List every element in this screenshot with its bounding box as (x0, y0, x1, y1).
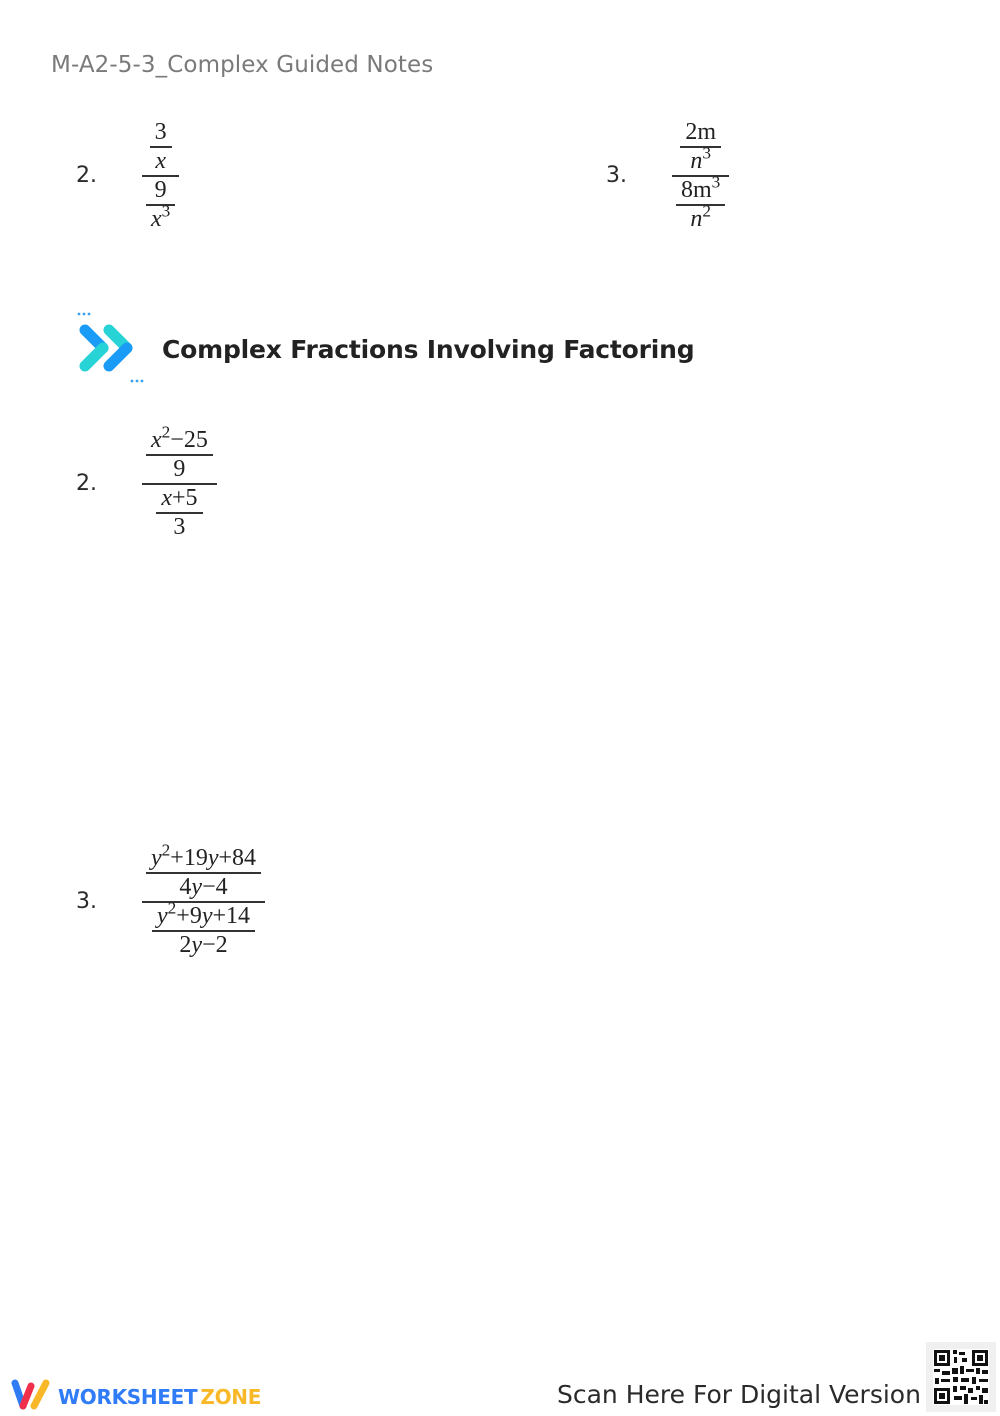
section-header (76, 308, 694, 390)
scan-text: Scan Here For Digital Version (557, 1380, 921, 1409)
section-title: Complex Fractions Involving Factoring (162, 334, 695, 364)
double-chevron-right-icon (76, 308, 148, 390)
factoring-problem-3 (76, 840, 265, 958)
problem-number: 2. (76, 163, 97, 189)
document-title: M-A2-5-3_Complex Guided Notes (51, 52, 434, 78)
numerator-fraction: $\frac{y^2+19y+84}{4y-4}$ (146, 846, 261, 900)
numerator-fraction: $\frac{x^2-25}{9}$ (146, 428, 213, 482)
complex-fraction (672, 120, 729, 232)
factoring-problem-2 (76, 422, 217, 540)
denominator-fraction: $\frac{8m^3}{n^2}$ (676, 178, 725, 232)
w-logo-icon (10, 1378, 52, 1416)
problem-3-top (606, 120, 729, 232)
worksheetzone-logo[interactable] (10, 1378, 261, 1416)
problem-number: 3. (606, 163, 627, 189)
denominator-fraction: $\frac{y^2+9y+14}{2y-2}$ (152, 904, 255, 958)
brand-zone: ZONE (200, 1385, 262, 1409)
numerator-fraction: $\frac{2m}{n^3}$ (680, 120, 721, 174)
problem-2-top (76, 120, 179, 232)
numerator-fraction: $\frac{3}{x}$ (150, 120, 172, 174)
complex-fraction (142, 840, 265, 958)
qr-code-icon[interactable] (926, 1342, 996, 1412)
brand-worksheet: WORKSHEET (58, 1385, 198, 1409)
complex-fraction (142, 120, 179, 232)
problem-number: 2. (76, 471, 97, 497)
denominator-fraction: $\frac{9}{x^3}$ (146, 178, 175, 232)
problem-number: 3. (76, 889, 97, 915)
denominator-fraction: $\frac{x+5}{3}$ (156, 486, 202, 540)
complex-fraction (142, 422, 217, 540)
